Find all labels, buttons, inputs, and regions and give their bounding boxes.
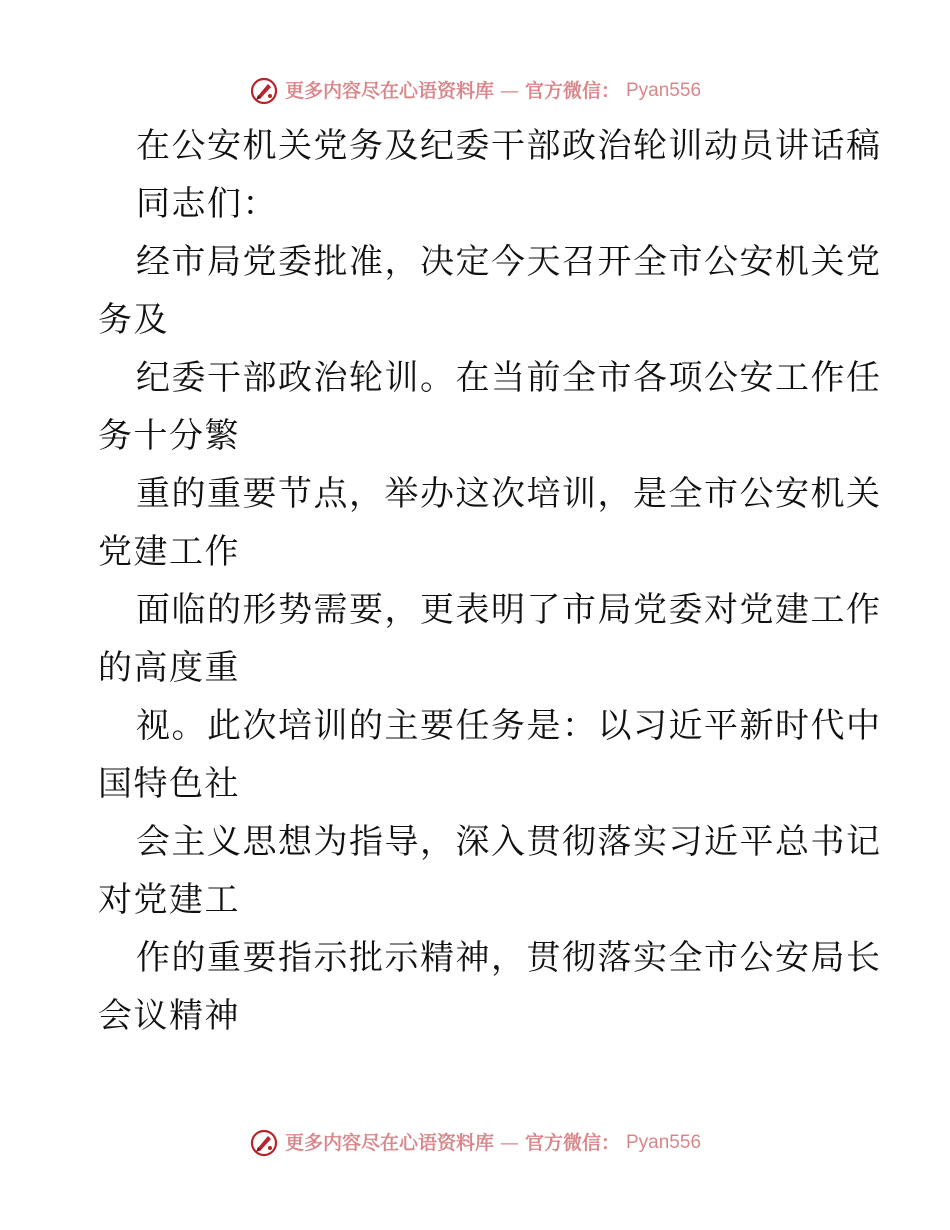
watermark-id: Pyan556 <box>626 1132 702 1153</box>
body-line: 重的重要节点，举办这次培训，是全市公安机关 <box>136 474 882 514</box>
header-watermark <box>0 76 950 106</box>
watermark-separator: — <box>499 1132 519 1154</box>
body-line: 纪委干部政治轮训。在当前全市各项公安工作任 <box>136 358 882 398</box>
document-body <box>98 117 882 1045</box>
body-line: 务十分繁 <box>98 416 240 456</box>
body-line: 面临的形势需要，更表明了市局党委对党建工作 <box>136 590 882 630</box>
watermark-label: 官方微信： <box>524 1132 620 1154</box>
body-line: 作的重要指示批示精神，贯彻落实全市公安局长 <box>136 938 882 978</box>
pen-logo-icon <box>249 1128 279 1158</box>
watermark-text: 更多内容尽在心语资料库 <box>284 1132 494 1154</box>
body-line: 国特色社 <box>98 764 240 804</box>
watermark-id: Pyan556 <box>626 80 702 101</box>
pen-logo-icon <box>249 76 279 106</box>
salutation: 同志们： <box>136 184 278 224</box>
footer-watermark <box>0 1128 950 1158</box>
body-line: 会议精神 <box>98 996 240 1036</box>
watermark-text: 更多内容尽在心语资料库 <box>284 80 494 102</box>
body-line: 经市局党委批准，决定今天召开全市公安机关党 <box>136 242 882 282</box>
document-title: 在公安机关党务及纪委干部政治轮训动员讲话稿 <box>136 126 882 166</box>
watermark-label: 官方微信： <box>524 80 620 102</box>
watermark-separator: — <box>499 80 519 102</box>
body-line: 会主义思想为指导，深入贯彻落实习近平总书记 <box>136 822 882 862</box>
body-line: 视。此次培训的主要任务是：以习近平新时代中 <box>136 706 882 746</box>
body-line: 的高度重 <box>98 648 240 688</box>
body-line: 党建工作 <box>98 532 240 572</box>
body-line: 务及 <box>98 300 169 340</box>
body-line: 对党建工 <box>98 880 240 920</box>
